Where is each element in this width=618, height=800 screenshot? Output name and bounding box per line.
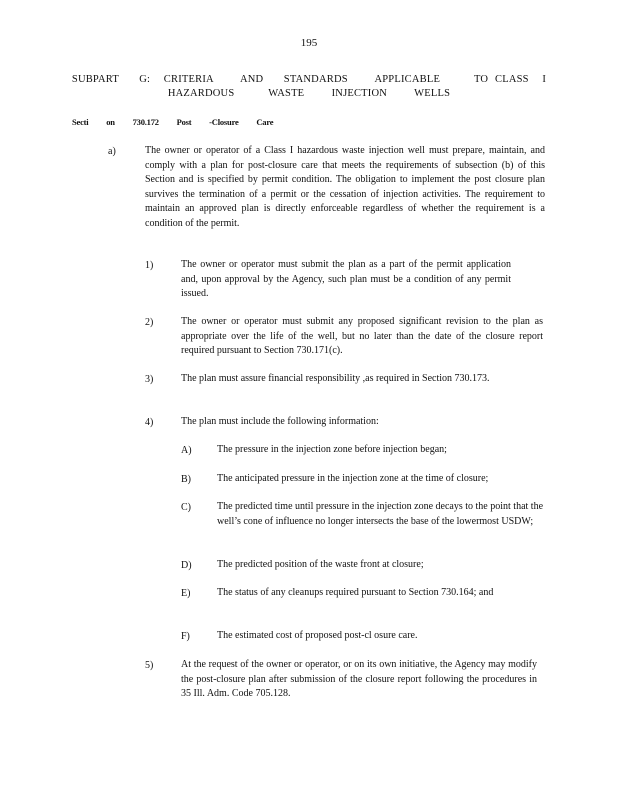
item-5-label: 5) [145, 660, 154, 671]
item-3-text: The plan must assure financial responsibility ,as required in Section 730.173. [181, 373, 490, 384]
item-2-label: 2) [145, 317, 154, 328]
subpart-heading [0, 73, 618, 101]
subitem-a-text: The pressure in the injection zone before injection began; [217, 444, 447, 455]
item-5-text: At the request of the owner or operator, or on its own initiative, the Agency may modify the post-closure plan after submission of the closure report following the procedures in 35 Ill. Adm. Code 705.128. [181, 659, 537, 700]
subitem-d-text: The predicted position of the waste front at closure; [217, 559, 424, 570]
item-1-text: The owner or operator must submit the plan as a part of the permit application and, upon approval by the Agency, such plan must be a condition of any permit issued. [181, 259, 511, 300]
subitem-c-text: The predicted time until pressure in the injection zone decays to the point that the well’s cone of influence no longer intersects the base of the lowermost USDW; [217, 501, 544, 527]
item-2-text: The owner or operator must submit any proposed significant revision to the plan as appropriate over the life of the well, but no later than the date of the closure report required pursuant to Section 730.171(c). [181, 316, 543, 357]
subitem-a-label: A) [181, 445, 192, 456]
subpart-heading-line2: HAZARDOUS WASTE INJECTION WELLS [167, 88, 451, 99]
subitem-b-text: The anticipated pressure in the injection zone at the time of closure; [217, 473, 489, 484]
section-heading: Secti on 730.172 Post -Closure Care [72, 117, 274, 127]
subitem-e-label: E) [181, 588, 191, 599]
item-3-label: 3) [145, 374, 154, 385]
subpart-heading-line1: SUBPART G: CRITERIA AND STANDARDS APPLICABLE TO CLASS I [71, 74, 547, 85]
para-a-label: a) [108, 146, 116, 157]
subitem-f-text: The estimated cost of proposed post-cl osure care. [217, 630, 418, 641]
subitem-f-label: F) [181, 631, 190, 642]
item-1-label: 1) [145, 260, 154, 271]
subitem-e-text: The status of any cleanups required pursuant to Section 730.164; and [217, 587, 494, 598]
item-4-label: 4) [145, 417, 154, 428]
page-number: 195 [300, 37, 318, 49]
para-a-text: The owner or operator of a Class I hazardous waste injection well must prepare, maintain, and comply with a plan for post-closure care that meets the requirements of subsection (b) of this Section and is specified by permit condition. The obligation to implement the post closure plan survives the termination of a permit or the cessation of injection activities. The requirement to maintain an approved plan is directly enforceable regardless of whether the requirement is a condition of the permit. [145, 145, 545, 229]
subitem-b-label: B) [181, 474, 191, 485]
item-4-text: The plan must include the following information: [181, 416, 379, 427]
subitem-d-label: D) [181, 560, 192, 571]
subitem-c-label: C) [181, 502, 191, 513]
